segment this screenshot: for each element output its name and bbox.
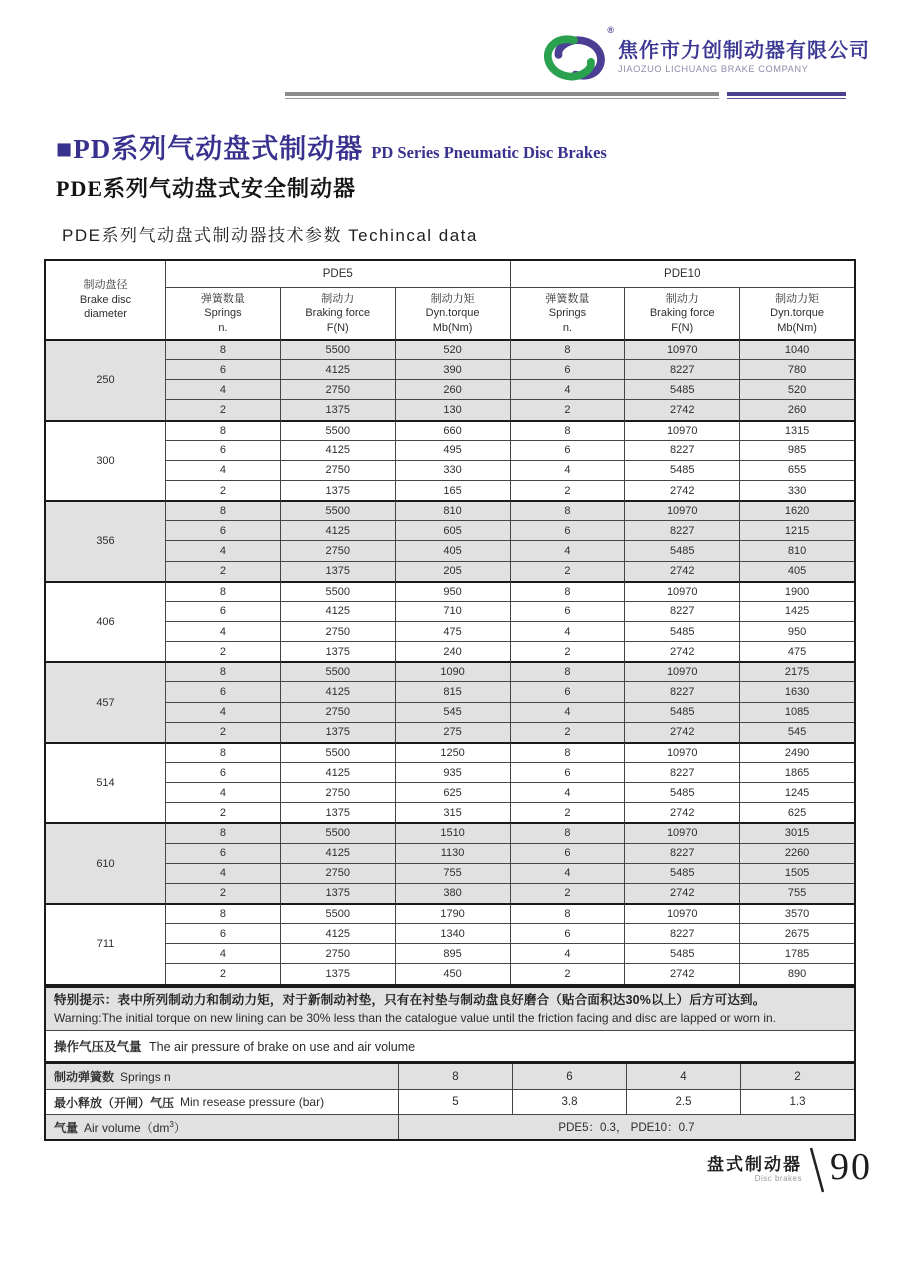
air-pressure-heading-row — [46, 1030, 854, 1061]
data-cell: 8 — [165, 742, 280, 762]
pressure-table — [44, 1062, 856, 1141]
data-cell: 4 — [165, 943, 280, 963]
data-cell: 935 — [395, 762, 510, 782]
diameter-cell: 250 — [46, 339, 165, 420]
data-cell: 1375 — [280, 480, 395, 500]
data-cell: 10970 — [624, 420, 739, 440]
data-cell: 8 — [510, 903, 625, 923]
data-cell: 1130 — [395, 843, 510, 863]
sub-header-line: n. — [218, 321, 228, 334]
data-cell: 275 — [395, 722, 510, 742]
data-cell: 625 — [739, 802, 854, 822]
data-cell: 8227 — [624, 923, 739, 943]
data-cell: 1375 — [280, 802, 395, 822]
release-pressure-value: 2.5 — [626, 1089, 740, 1114]
release-pressure-value: 1.3 — [740, 1089, 854, 1114]
data-cell: 4 — [165, 702, 280, 722]
data-cell: 5485 — [624, 702, 739, 722]
air-heading-en: The air pressure of brake on use and air volume — [149, 1039, 416, 1054]
data-cell: 8 — [165, 581, 280, 601]
sub-header-cell — [280, 287, 395, 339]
data-cell: 1620 — [739, 500, 854, 520]
footer-labels — [707, 1156, 802, 1183]
data-cell: 4125 — [280, 923, 395, 943]
sub-header-line: 弹簧数量 — [200, 292, 245, 305]
data-cell: 2742 — [624, 802, 739, 822]
data-cell: 985 — [739, 440, 854, 460]
release-pressure-label-cell — [46, 1089, 398, 1114]
data-cell: 1245 — [739, 782, 854, 802]
data-cell: 5500 — [280, 500, 395, 520]
data-cell: 2 — [165, 480, 280, 500]
title-block — [56, 127, 607, 203]
springs-value: 8 — [398, 1064, 512, 1089]
data-cell: 2 — [165, 802, 280, 822]
footer-label-en: Disc brakes — [754, 1174, 802, 1183]
sub-header-line: 制动力 — [321, 292, 355, 305]
data-cell: 815 — [395, 681, 510, 701]
diameter-cell: 300 — [46, 420, 165, 501]
sub-header-line: Dyn.torque — [770, 307, 824, 320]
air-volume-label-cn: 气量 — [54, 1120, 79, 1135]
notes-block — [44, 986, 856, 1063]
page-header — [538, 26, 870, 88]
data-cell: 260 — [739, 399, 854, 419]
sub-header-cell — [739, 287, 854, 339]
data-cell: 5485 — [624, 540, 739, 560]
springs-value: 2 — [740, 1064, 854, 1089]
data-cell: 1215 — [739, 520, 854, 540]
diameter-cell: 457 — [46, 661, 165, 742]
sub-header-line: 制动力矩 — [430, 292, 475, 305]
data-cell: 655 — [739, 460, 854, 480]
data-cell: 8227 — [624, 601, 739, 621]
page-number: 90 — [830, 1146, 872, 1188]
data-cell: 1375 — [280, 883, 395, 903]
data-cell: 1375 — [280, 561, 395, 581]
data-cell: 8 — [165, 500, 280, 520]
data-cell: 710 — [395, 601, 510, 621]
data-cell: 2742 — [624, 883, 739, 903]
springs-value: 6 — [512, 1064, 626, 1089]
diameter-header-cell — [46, 261, 165, 339]
data-cell: 1510 — [395, 822, 510, 842]
data-cell: 4125 — [280, 601, 395, 621]
data-cell: 2750 — [280, 782, 395, 802]
data-cell: 495 — [395, 440, 510, 460]
diameter-header-line: Brake disc — [79, 293, 132, 306]
data-cell: 2 — [510, 399, 625, 419]
warning-text-cn: 特别提示：表中所列制动力和制动力矩，对于新制动衬垫，只有在衬垫与制动盘良好磨合（贴合面积达30%以上）后方可达到。 — [54, 993, 766, 1007]
data-cell: 1340 — [395, 923, 510, 943]
data-cell: 2 — [165, 561, 280, 581]
data-cell: 1375 — [280, 963, 395, 983]
data-cell: 2 — [165, 641, 280, 661]
data-cell: 950 — [739, 621, 854, 641]
data-cell: 8 — [510, 500, 625, 520]
data-cell: 390 — [395, 359, 510, 379]
data-cell: 4 — [165, 379, 280, 399]
data-cell: 4125 — [280, 762, 395, 782]
data-cell: 6 — [165, 440, 280, 460]
data-cell: 8 — [165, 420, 280, 440]
data-cell: 4125 — [280, 520, 395, 540]
data-cell: 6 — [510, 601, 625, 621]
data-cell: 520 — [395, 339, 510, 359]
data-cell: 2 — [165, 399, 280, 419]
company-name-en: JIAOZUO LICHUANG BRAKE COMPANY — [618, 64, 809, 74]
data-cell: 6 — [510, 681, 625, 701]
data-cell: 2742 — [624, 722, 739, 742]
data-cell: 450 — [395, 963, 510, 983]
data-cell: 1630 — [739, 681, 854, 701]
air-volume-value: PDE5：0.3， PDE10：0.7 — [398, 1114, 854, 1139]
data-cell: 10970 — [624, 661, 739, 681]
data-cell: 2 — [510, 802, 625, 822]
data-cell: 8227 — [624, 520, 739, 540]
data-cell: 1865 — [739, 762, 854, 782]
data-cell: 4 — [510, 379, 625, 399]
springs-label-cn: 制动弹簧数 — [54, 1070, 115, 1084]
data-cell: 2 — [510, 883, 625, 903]
data-cell: 6 — [165, 359, 280, 379]
air-heading-cn: 操作气压及气量 — [54, 1039, 142, 1054]
data-cell: 1790 — [395, 903, 510, 923]
data-cell: 660 — [395, 420, 510, 440]
data-cell: 6 — [510, 440, 625, 460]
page-footer — [707, 1147, 872, 1193]
data-cell: 5500 — [280, 339, 395, 359]
data-cell: 625 — [395, 782, 510, 802]
data-cell: 5485 — [624, 379, 739, 399]
data-cell: 2750 — [280, 943, 395, 963]
data-cell: 8 — [165, 903, 280, 923]
diameter-cell: 514 — [46, 742, 165, 823]
sub-header-line: Springs — [204, 307, 242, 320]
data-cell: 5485 — [624, 943, 739, 963]
release-pressure-value: 5 — [398, 1089, 512, 1114]
data-cell: 4 — [510, 621, 625, 641]
data-cell: 8227 — [624, 762, 739, 782]
sub-header-line: Braking force — [649, 307, 715, 320]
header-divider-gray — [285, 92, 719, 99]
data-cell: 330 — [739, 480, 854, 500]
data-cell: 1785 — [739, 943, 854, 963]
main-table — [44, 259, 856, 986]
data-cell: 6 — [165, 923, 280, 943]
data-cell: 950 — [395, 581, 510, 601]
data-cell: 4125 — [280, 843, 395, 863]
data-cell: 810 — [395, 500, 510, 520]
data-cell: 6 — [165, 681, 280, 701]
diameter-cell: 356 — [46, 500, 165, 581]
data-cell: 1505 — [739, 863, 854, 883]
sub-header-line: Mb(Nm) — [777, 321, 817, 334]
data-cell: 2490 — [739, 742, 854, 762]
sub-header-cell — [510, 287, 625, 339]
data-cell: 545 — [739, 722, 854, 742]
data-cell: 2750 — [280, 863, 395, 883]
release-pressure-value: 3.8 — [512, 1089, 626, 1114]
header-divider-purple — [727, 92, 846, 99]
data-cell: 8 — [510, 339, 625, 359]
data-cell: 780 — [739, 359, 854, 379]
data-cell: 605 — [395, 520, 510, 540]
data-cell: 6 — [510, 923, 625, 943]
sub-header-line: Springs — [548, 307, 587, 320]
model-header-pde5: PDE5 — [165, 261, 510, 287]
data-cell: 4 — [510, 943, 625, 963]
data-cell: 2175 — [739, 661, 854, 681]
data-cell: 8 — [165, 661, 280, 681]
data-cell: 6 — [165, 520, 280, 540]
diameter-cell: 610 — [46, 822, 165, 903]
data-cell: 240 — [395, 641, 510, 661]
series-subtitle-cn: PDE系列气动盘式安全制动器 — [56, 176, 357, 201]
data-cell: 4 — [510, 863, 625, 883]
sub-header-cell — [624, 287, 739, 339]
sub-header-line: Dyn.torque — [425, 307, 480, 320]
sub-header-line: 弹簧数量 — [545, 292, 590, 305]
data-cell: 315 — [395, 802, 510, 822]
sub-header-cell — [165, 287, 280, 339]
data-cell: 8 — [510, 661, 625, 681]
diameter-cell: 406 — [46, 581, 165, 662]
data-cell: 8227 — [624, 359, 739, 379]
series-title-en: PD Series Pneumatic Disc Brakes — [371, 143, 607, 162]
data-cell: 2 — [165, 883, 280, 903]
company-name-cn: 焦作市力创制动器有限公司 — [618, 40, 870, 62]
data-cell: 10970 — [624, 903, 739, 923]
warning-note — [46, 988, 854, 1030]
brake-logo-icon — [538, 26, 610, 88]
data-cell: 2750 — [280, 379, 395, 399]
data-cell: 8 — [165, 339, 280, 359]
footer-label-cn: 盘式制动器 — [707, 1155, 802, 1174]
release-label-en: Min resease pressure (bar) — [180, 1095, 325, 1109]
data-cell: 6 — [510, 520, 625, 540]
data-cell: 755 — [395, 863, 510, 883]
data-cell: 2742 — [624, 641, 739, 661]
air-volume-label-cell — [46, 1114, 398, 1139]
data-cell: 405 — [739, 561, 854, 581]
data-cell: 2750 — [280, 621, 395, 641]
data-cell: 2 — [165, 963, 280, 983]
data-cell: 4 — [165, 621, 280, 641]
data-cell: 2742 — [624, 963, 739, 983]
data-cell: 2 — [510, 641, 625, 661]
data-cell: 1090 — [395, 661, 510, 681]
data-cell: 1375 — [280, 722, 395, 742]
registered-mark: ® — [607, 25, 614, 35]
data-cell: 2 — [510, 561, 625, 581]
data-cell: 6 — [510, 359, 625, 379]
data-cell: 2 — [510, 963, 625, 983]
data-cell: 6 — [165, 843, 280, 863]
data-cell: 1085 — [739, 702, 854, 722]
data-cell: 5500 — [280, 581, 395, 601]
data-cell: 8227 — [624, 440, 739, 460]
series-title-cn: ■PD系列气动盘式制动器 — [56, 134, 364, 164]
data-cell: 8 — [165, 822, 280, 842]
diameter-header-line: 制动盘径 — [83, 279, 128, 292]
data-cell: 5485 — [624, 782, 739, 802]
air-volume-label-en: Air $volume(dm^3)$ — [84, 1119, 186, 1135]
data-cell: 2742 — [624, 399, 739, 419]
springs-label-en: Springs n — [120, 1069, 171, 1084]
data-cell: 890 — [739, 963, 854, 983]
sub-header-line: Mb(Nm) — [432, 321, 473, 334]
data-cell: 10970 — [624, 581, 739, 601]
model-header-pde10: PDE10 — [510, 261, 855, 287]
springs-value: 4 — [626, 1064, 740, 1089]
data-cell: 1375 — [280, 641, 395, 661]
sub-header-line: F(N) — [671, 321, 694, 334]
data-cell: 2 — [165, 722, 280, 742]
data-cell: 5485 — [624, 460, 739, 480]
data-cell: 8227 — [624, 843, 739, 863]
sub-header-line: n. — [562, 321, 572, 334]
data-cell: 8 — [510, 742, 625, 762]
sub-header-cell — [395, 287, 510, 339]
data-cell: 8227 — [624, 681, 739, 701]
data-cell: 2675 — [739, 923, 854, 943]
data-cell: 6 — [165, 601, 280, 621]
data-cell: 810 — [739, 540, 854, 560]
company-name-block — [618, 40, 870, 74]
data-cell: 4 — [510, 782, 625, 802]
data-cell: 205 — [395, 561, 510, 581]
data-cell: 260 — [395, 379, 510, 399]
data-cell: 330 — [395, 460, 510, 480]
data-cell: 2750 — [280, 460, 395, 480]
data-cell: 4125 — [280, 359, 395, 379]
data-cell: 6 — [510, 843, 625, 863]
sub-header-line: Braking force — [305, 307, 371, 320]
data-cell: 5500 — [280, 420, 395, 440]
data-cell: 1250 — [395, 742, 510, 762]
data-cell: 545 — [395, 702, 510, 722]
data-cell: 1425 — [739, 601, 854, 621]
data-cell: 5500 — [280, 661, 395, 681]
sub-header-line: 制动力矩 — [775, 292, 820, 305]
data-cell: 5500 — [280, 822, 395, 842]
data-cell: 475 — [395, 621, 510, 641]
data-cell: 8 — [510, 822, 625, 842]
data-cell: 380 — [395, 883, 510, 903]
data-cell: 4 — [165, 540, 280, 560]
data-cell: 3015 — [739, 822, 854, 842]
data-cell: 4125 — [280, 440, 395, 460]
footer-slash-icon — [806, 1147, 828, 1193]
data-cell: 4125 — [280, 681, 395, 701]
data-cell: 165 — [395, 480, 510, 500]
company-logo — [538, 25, 614, 88]
data-cell: 5485 — [624, 863, 739, 883]
sub-header-line: 制动力 — [665, 292, 699, 305]
data-cell: 8 — [510, 581, 625, 601]
diameter-header-line: diameter — [84, 308, 127, 321]
data-cell: 10970 — [624, 742, 739, 762]
data-cell: 1315 — [739, 420, 854, 440]
data-cell: 1040 — [739, 339, 854, 359]
data-cell: 5500 — [280, 903, 395, 923]
sub-header-line: F(N) — [326, 321, 349, 334]
data-cell: 10970 — [624, 500, 739, 520]
data-cell: 895 — [395, 943, 510, 963]
data-cell: 2742 — [624, 561, 739, 581]
data-cell: 2750 — [280, 540, 395, 560]
section-heading: PDE系列气动盘式制动器技术参数 Techincal data — [62, 226, 478, 245]
data-cell: 130 — [395, 399, 510, 419]
data-cell: 520 — [739, 379, 854, 399]
data-cell: 10970 — [624, 339, 739, 359]
data-cell: 1900 — [739, 581, 854, 601]
data-cell: 4 — [165, 863, 280, 883]
data-cell: 4 — [510, 540, 625, 560]
springs-label-cell — [46, 1064, 398, 1089]
data-cell: 4 — [165, 460, 280, 480]
data-cell: 6 — [510, 762, 625, 782]
data-cell: 6 — [165, 762, 280, 782]
release-label-cn: 最小释放（开闸）气压 — [54, 1095, 175, 1110]
data-cell: 475 — [739, 641, 854, 661]
data-cell: 4 — [510, 460, 625, 480]
data-cell: 4 — [165, 782, 280, 802]
data-cell: 3570 — [739, 903, 854, 923]
data-cell: 2 — [510, 722, 625, 742]
data-cell: 755 — [739, 883, 854, 903]
data-cell: 10970 — [624, 822, 739, 842]
diameter-cell: 711 — [46, 903, 165, 984]
data-cell: 4 — [510, 702, 625, 722]
data-cell: 2 — [510, 480, 625, 500]
data-cell: 8 — [510, 420, 625, 440]
data-cell: 1375 — [280, 399, 395, 419]
data-cell: 2742 — [624, 480, 739, 500]
data-cell: 2750 — [280, 702, 395, 722]
data-cell: 2260 — [739, 843, 854, 863]
warning-text-en: Warning:The initial torque on new lining can be 30% less than the catalogue value until the friction facing and disc are lapped or worn in. — [54, 1010, 776, 1025]
data-cell: 405 — [395, 540, 510, 560]
data-cell: 5500 — [280, 742, 395, 762]
data-cell: 5485 — [624, 621, 739, 641]
